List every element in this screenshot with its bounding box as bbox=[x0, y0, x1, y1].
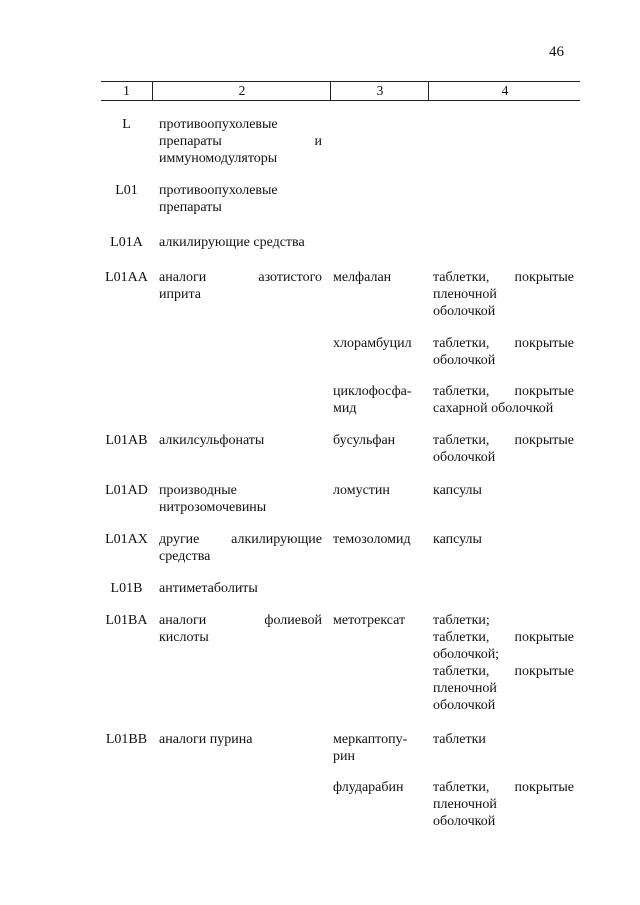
group-name bbox=[159, 482, 322, 516]
text-line bbox=[433, 629, 574, 646]
atc-code: L01BA bbox=[105, 613, 148, 628]
text-line: оболочкой bbox=[433, 353, 496, 368]
text-line bbox=[433, 663, 574, 680]
text-line: меркаптопу- bbox=[333, 732, 408, 747]
word: другие bbox=[159, 532, 200, 547]
dosage-form bbox=[433, 335, 574, 369]
drug-name bbox=[333, 531, 429, 548]
text-line: темозоломид bbox=[333, 532, 411, 547]
atc-code: L01A bbox=[110, 235, 143, 250]
dosage-form bbox=[433, 383, 574, 417]
text-line: алкилсульфонаты bbox=[159, 433, 265, 448]
word: покрытые bbox=[514, 664, 574, 679]
group-name bbox=[159, 182, 322, 216]
text-line: антиметаболиты bbox=[159, 581, 258, 596]
text-line bbox=[159, 133, 322, 150]
word: аналоги bbox=[159, 270, 207, 285]
word: таблетки, bbox=[433, 270, 490, 285]
header-col-3: 3 bbox=[330, 82, 429, 100]
drug-name bbox=[333, 335, 429, 352]
text-line: пленочной bbox=[433, 287, 497, 302]
text-line bbox=[159, 612, 322, 629]
page-number: 46 bbox=[549, 44, 564, 60]
text-line: таблетки; bbox=[433, 613, 490, 628]
group-name bbox=[159, 731, 322, 748]
group-name bbox=[159, 116, 322, 167]
text-line: алкилирующие средства bbox=[159, 235, 305, 250]
word: таблетки, bbox=[433, 664, 490, 679]
text-line: мид bbox=[333, 401, 357, 416]
text-line: оболочкой bbox=[433, 814, 496, 829]
header-col-2: 2 bbox=[152, 82, 331, 100]
text-line: метотрексат bbox=[333, 613, 406, 628]
text-line: таблетки bbox=[433, 732, 486, 747]
text-line: сахарной оболочкой bbox=[433, 401, 554, 416]
text-line: пленочной bbox=[433, 681, 497, 696]
text-line bbox=[433, 383, 574, 400]
word: препараты bbox=[159, 134, 222, 149]
dosage-form bbox=[433, 432, 574, 466]
text-line: пленочной bbox=[433, 797, 497, 812]
text-line: оболочкой bbox=[433, 450, 496, 465]
drug-name bbox=[333, 383, 429, 417]
word: таблетки, bbox=[433, 433, 490, 448]
text-line: оболочкой bbox=[433, 698, 496, 713]
group-name bbox=[159, 269, 322, 303]
atc-code: L01AX bbox=[105, 532, 148, 547]
group-name bbox=[159, 612, 322, 646]
text-line: мелфалан bbox=[333, 270, 392, 285]
dosage-form bbox=[433, 269, 574, 320]
drug-name bbox=[333, 779, 429, 796]
word: покрытые bbox=[514, 270, 574, 285]
header-col-4: 4 bbox=[428, 82, 581, 100]
atc-code: L01AD bbox=[105, 483, 148, 498]
word: и bbox=[314, 134, 322, 149]
text-line: средства bbox=[159, 549, 211, 564]
group-name bbox=[159, 580, 322, 597]
word: покрытые bbox=[514, 336, 574, 351]
text-line: оболочкой bbox=[433, 304, 496, 319]
text-line bbox=[159, 269, 322, 286]
text-line: оболочкой; bbox=[433, 647, 500, 662]
atc-code: L01AB bbox=[105, 433, 148, 448]
drug-name bbox=[333, 432, 429, 449]
text-line bbox=[433, 779, 574, 796]
word: покрытые bbox=[514, 384, 574, 399]
text-line bbox=[433, 432, 574, 449]
text-line: кислоты bbox=[159, 630, 209, 645]
text-line bbox=[433, 335, 574, 352]
text-line: ломустин bbox=[333, 483, 390, 498]
group-name bbox=[159, 432, 322, 449]
text-line: капсулы bbox=[433, 532, 482, 547]
group-name bbox=[159, 531, 322, 565]
text-line: капсулы bbox=[433, 483, 482, 498]
word: таблетки, bbox=[433, 336, 490, 351]
atc-code: L01BB bbox=[105, 732, 148, 747]
text-line: иммуномодуляторы bbox=[159, 151, 278, 166]
word: аналоги bbox=[159, 613, 207, 628]
word: таблетки, bbox=[433, 384, 490, 399]
atc-code: L01AA bbox=[105, 270, 148, 285]
text-line: противоопухолевые bbox=[159, 183, 278, 198]
header-col-1: 1 bbox=[123, 83, 130, 98]
drug-name bbox=[333, 731, 429, 765]
word: таблетки, bbox=[433, 780, 490, 795]
text-line: флударабин bbox=[333, 780, 404, 795]
text-line: иприта bbox=[159, 287, 201, 302]
text-line: нитрозомочевины bbox=[159, 500, 267, 515]
text-line: бусульфан bbox=[333, 433, 396, 448]
drug-name bbox=[333, 612, 429, 629]
word: таблетки, bbox=[433, 630, 490, 645]
text-line: рин bbox=[333, 749, 355, 764]
dosage-form bbox=[433, 731, 574, 748]
text-line: хлорамбуцил bbox=[333, 336, 412, 351]
table-header bbox=[101, 81, 580, 101]
group-name bbox=[159, 234, 322, 251]
drug-name bbox=[333, 269, 429, 286]
dosage-form bbox=[433, 612, 574, 714]
text-line: препараты bbox=[159, 200, 222, 215]
atc-code: L01B bbox=[110, 581, 143, 596]
word: покрытые bbox=[514, 630, 574, 645]
text-line: циклофосфа- bbox=[333, 384, 412, 399]
text-line: аналоги пурина bbox=[159, 732, 253, 747]
atc-code: L bbox=[122, 117, 131, 132]
word: покрытые bbox=[514, 433, 574, 448]
dosage-form bbox=[433, 482, 574, 499]
word: фолиевой bbox=[264, 613, 322, 628]
word: алкилирующие bbox=[231, 532, 322, 547]
atc-code: L01 bbox=[115, 183, 138, 198]
text-line bbox=[433, 269, 574, 286]
text-line: производные bbox=[159, 483, 237, 498]
word: покрытые bbox=[514, 780, 574, 795]
text-line: противоопухолевые bbox=[159, 117, 278, 132]
dosage-form bbox=[433, 531, 574, 548]
drug-name bbox=[333, 482, 429, 499]
word: азотистого bbox=[258, 270, 322, 285]
dosage-form bbox=[433, 779, 574, 830]
text-line bbox=[159, 531, 322, 548]
